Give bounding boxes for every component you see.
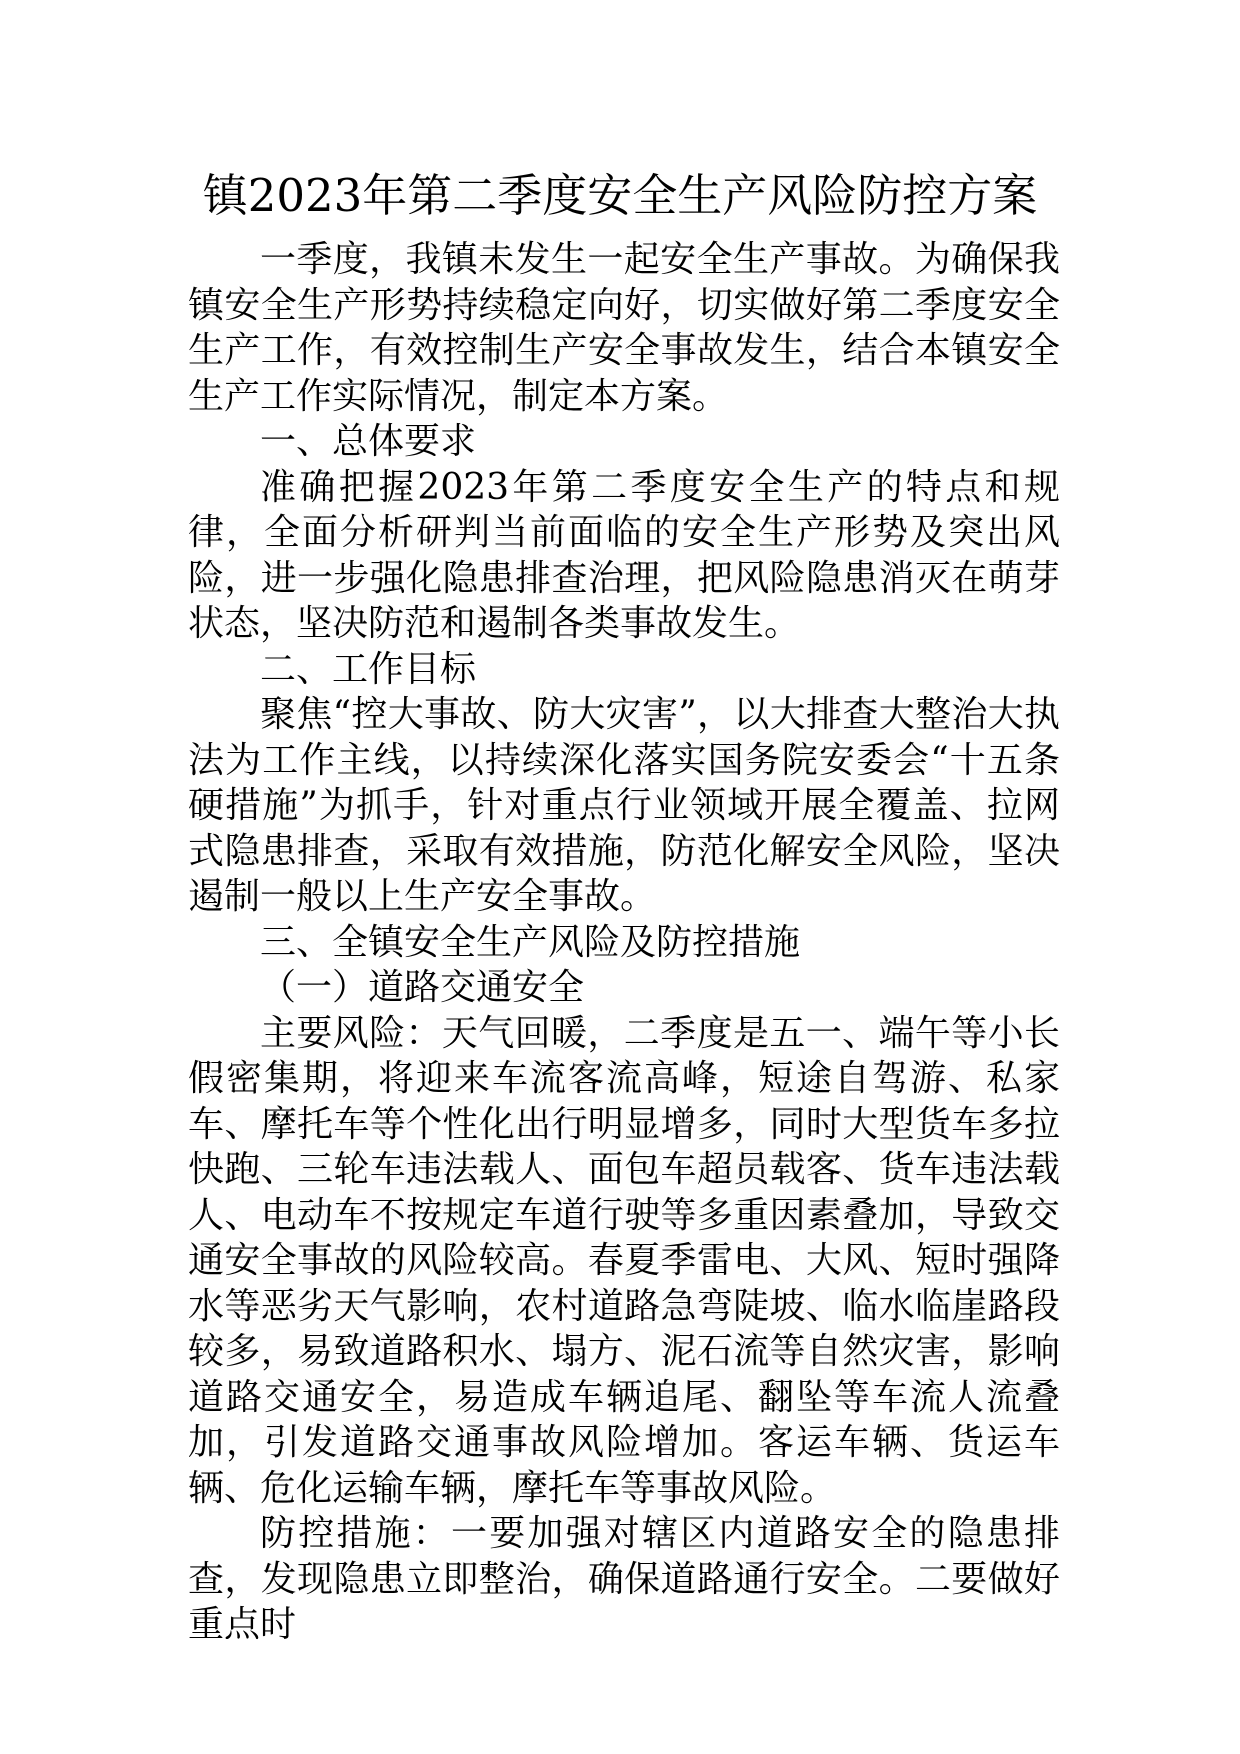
general-requirements-paragraph: 准确把握2023年第二季度安全生产的特点和规律，全面分析研判当前面临的安全生产形势及突出风险，进一步强化隐患排查治理，把风险隐患消灭在萌芽状态，坚决防范和遏制各类事故发生。	[188, 466, 1060, 644]
control-measures-paragraph: 防控措施：一要加强对辖区内道路安全的隐患排查，发现隐患立即整治，确保道路通行安全。二要做好重点时	[188, 1513, 1060, 1645]
document-title: 镇2023年第二季度安全生产风险防控方案	[202, 169, 1038, 222]
section-heading-general-requirements: 一、总体要求	[260, 421, 477, 462]
document-body	[188, 237, 1060, 1648]
work-goals-paragraph: 聚焦“控大事故、防大灾害”，以大排查大整治大执法为工作主线，以持续深化落实国务院安委会“十五条硬措施”为抓手，针对重点行业领域开展全覆盖、拉网式隐患排查，采取有效措施，防范化解安全风险，坚决遏制一般以上生产安全事故。	[188, 694, 1060, 917]
subsection-heading-road-traffic: （一）道路交通安全	[260, 967, 585, 1008]
section-heading-work-goals: 二、工作目标	[260, 648, 477, 690]
section-heading-risks-and-measures: 三、全镇安全生产风险及防控措施	[260, 921, 801, 963]
main-risks-paragraph: 主要风险：天气回暖，二季度是五一、端午等小长假密集期，将迎来车流客流高峰，短途自驾游、私家车、摩托车等个性化出行明显增多，同时大型货车多拉快跑、三轮车违法载人、面包车超员载客、货车违法载人、电动车不按规定车道行驶等多重因素叠加，导致交通安全事故的风险较高。春夏季雷电、大风、短时强降水等恶劣天气影响，农村道路急弯陡坡、临水临崖路段较多，易致道路积水、塌方、泥石流等自然灾害，影响道路交通安全，易造成车辆追尾、翻坠等车流人流叠加，引发道路交通事故风险增加。客运车辆、货运车辆、危化运输车辆，摩托车等事故风险。	[188, 1012, 1060, 1509]
intro-paragraph: 一季度，我镇未发生一起安全生产事故。为确保我镇安全生产形势持续稳定向好，切实做好第二季度安全生产工作，有效控制生产安全事故发生，结合本镇安全生产工作实际情况，制定本方案。	[188, 239, 1060, 417]
